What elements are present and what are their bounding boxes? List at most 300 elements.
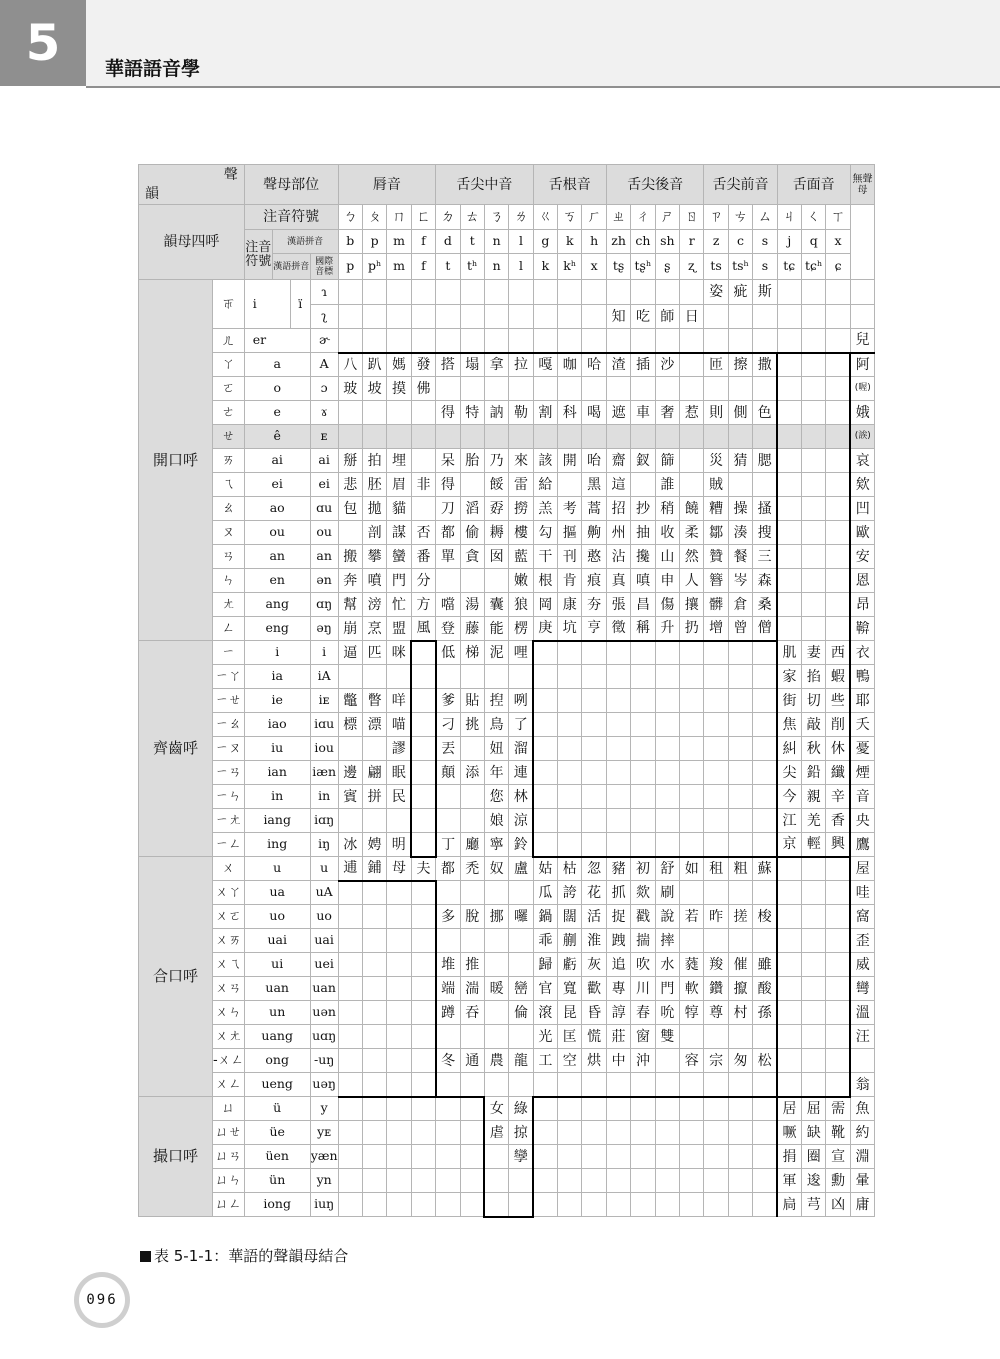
table-row bbox=[139, 1049, 875, 1073]
char-cell: 拿 bbox=[484, 353, 508, 377]
char-cell bbox=[777, 545, 801, 569]
final-zhuyin: ㄩ bbox=[213, 1097, 245, 1121]
char-cell: 匡 bbox=[558, 1025, 582, 1049]
char-cell: 低 bbox=[436, 641, 460, 665]
char-cell: 奔 bbox=[338, 569, 362, 593]
char-cell bbox=[631, 1121, 655, 1145]
char-cell: (喔) bbox=[850, 377, 874, 401]
char-cell: 搭 bbox=[436, 353, 460, 377]
final-zhuyin: ㄞ bbox=[213, 449, 245, 473]
char-cell: 缺 bbox=[802, 1121, 826, 1145]
char-cell: (誒) bbox=[850, 425, 874, 449]
char-cell: 刁 bbox=[436, 713, 460, 737]
char-cell: 來 bbox=[509, 449, 533, 473]
char-cell bbox=[704, 425, 728, 449]
char-cell: 糾 bbox=[777, 737, 801, 761]
char-cell: 添 bbox=[460, 761, 484, 785]
char-cell: 宗 bbox=[704, 1049, 728, 1073]
char-cell: 翩 bbox=[362, 761, 386, 785]
final-ipa: ai bbox=[310, 449, 338, 473]
char-cell: 撈 bbox=[509, 497, 533, 521]
char-cell: 松 bbox=[753, 1049, 777, 1073]
char-cell bbox=[460, 473, 484, 497]
char-cell: 喵 bbox=[387, 713, 411, 737]
char-cell: 租 bbox=[704, 857, 728, 881]
char-cell: 輕 bbox=[802, 833, 826, 857]
char-cell: 嫩 bbox=[509, 569, 533, 593]
char-cell: 爹 bbox=[436, 689, 460, 713]
final-pinyin: iong bbox=[244, 1193, 310, 1217]
char-cell bbox=[338, 1169, 362, 1193]
initial-zhuyin: ㄉ bbox=[436, 205, 460, 230]
char-cell: 威 bbox=[850, 953, 874, 977]
char-cell bbox=[460, 737, 484, 761]
char-cell: 悲 bbox=[338, 473, 362, 497]
char-cell bbox=[753, 425, 777, 449]
table-row bbox=[139, 809, 875, 833]
char-cell bbox=[509, 305, 533, 329]
char-cell bbox=[753, 833, 777, 857]
char-cell bbox=[411, 809, 435, 833]
char-cell: 然 bbox=[680, 545, 704, 569]
char-cell bbox=[509, 929, 533, 953]
char-cell bbox=[631, 1169, 655, 1193]
initial-ipa: f bbox=[411, 254, 435, 280]
char-cell bbox=[728, 713, 752, 737]
char-cell bbox=[753, 809, 777, 833]
char-cell: 擦 bbox=[728, 353, 752, 377]
final-zhuyin: ㄛ bbox=[213, 377, 245, 401]
char-cell: 倫 bbox=[509, 1001, 533, 1025]
caption-square-icon bbox=[140, 1251, 151, 1262]
char-cell: 跩 bbox=[606, 929, 630, 953]
char-cell: 僧 bbox=[753, 617, 777, 641]
char-cell bbox=[704, 1121, 728, 1145]
char-cell: 森 bbox=[753, 569, 777, 593]
char-cell: 釵 bbox=[631, 449, 655, 473]
char-cell bbox=[655, 689, 679, 713]
char-cell: 淵 bbox=[850, 1145, 874, 1169]
char-cell bbox=[460, 1169, 484, 1193]
char-cell: 捐 bbox=[777, 1145, 801, 1169]
final-pinyin: uai bbox=[244, 929, 310, 953]
section-label: 齊齒呼 bbox=[139, 641, 213, 857]
char-cell: 倉 bbox=[728, 593, 752, 617]
char-cell bbox=[533, 377, 557, 401]
char-cell: 斯 bbox=[753, 280, 777, 305]
final-pinyin: un bbox=[244, 1001, 310, 1025]
char-cell: 您 bbox=[484, 785, 508, 809]
char-cell: 廳 bbox=[460, 833, 484, 857]
char-cell bbox=[680, 1073, 704, 1097]
char-cell bbox=[655, 329, 679, 353]
final-ipa: -uŋ bbox=[310, 1049, 338, 1073]
char-cell: 歡 bbox=[582, 977, 606, 1001]
char-cell bbox=[582, 1145, 606, 1169]
group-header: 舌尖前音 bbox=[704, 165, 777, 205]
char-cell: 軟 bbox=[680, 977, 704, 1001]
char-cell: 搔 bbox=[753, 497, 777, 521]
char-cell bbox=[558, 713, 582, 737]
char-cell: 搜 bbox=[753, 521, 777, 545]
initial-ipa: ɕ bbox=[826, 254, 850, 280]
char-cell bbox=[802, 857, 826, 881]
char-cell bbox=[436, 425, 460, 449]
char-cell bbox=[338, 809, 362, 833]
char-cell bbox=[753, 1121, 777, 1145]
char-cell bbox=[680, 785, 704, 809]
char-cell: 這 bbox=[606, 473, 630, 497]
char-cell: 鍋 bbox=[533, 905, 557, 929]
char-cell bbox=[728, 833, 752, 857]
initial-zhuyin: ㄕ bbox=[655, 205, 679, 230]
final-zhuyin: ㄚ bbox=[213, 353, 245, 377]
char-cell bbox=[826, 305, 850, 329]
char-cell bbox=[655, 665, 679, 689]
char-cell: 噴 bbox=[362, 569, 386, 593]
char-cell: 酸 bbox=[753, 977, 777, 1001]
char-cell: 拼 bbox=[362, 785, 386, 809]
final-pinyin: iao bbox=[244, 713, 310, 737]
char-cell bbox=[704, 713, 728, 737]
final-pinyin: uan bbox=[244, 977, 310, 1001]
final-ipa: in bbox=[310, 785, 338, 809]
char-cell bbox=[802, 1025, 826, 1049]
final-pinyin: ueng bbox=[244, 1073, 310, 1097]
char-cell: 專 bbox=[606, 977, 630, 1001]
initial-zhuyin: ㄇ bbox=[387, 205, 411, 230]
char-cell bbox=[680, 881, 704, 905]
char-cell bbox=[436, 377, 460, 401]
char-cell bbox=[509, 881, 533, 905]
final-zhuyin: ㄧㄠ bbox=[213, 713, 245, 737]
char-cell: 疵 bbox=[728, 280, 752, 305]
char-cell bbox=[680, 689, 704, 713]
char-cell: 鞥 bbox=[850, 617, 874, 641]
char-cell bbox=[606, 1193, 630, 1217]
char-cell bbox=[704, 929, 728, 953]
char-cell: 連 bbox=[509, 761, 533, 785]
char-cell bbox=[606, 689, 630, 713]
final-zhuyin: ㄨㄢ bbox=[213, 977, 245, 1001]
char-cell bbox=[411, 449, 435, 473]
initial-zhuyin: ㄊ bbox=[460, 205, 484, 230]
char-cell: 趴 bbox=[362, 353, 386, 377]
char-cell bbox=[826, 593, 850, 617]
char-cell: 瞥 bbox=[362, 689, 386, 713]
zhuyin-label-short: 注音符號 bbox=[244, 230, 272, 280]
char-cell bbox=[338, 521, 362, 545]
char-cell bbox=[533, 425, 557, 449]
char-cell bbox=[606, 833, 630, 857]
char-cell bbox=[436, 1169, 460, 1193]
four-hu-header: 韻母四呼 bbox=[139, 205, 245, 280]
final-ipa: uan bbox=[310, 977, 338, 1001]
char-cell: 焦 bbox=[777, 713, 801, 737]
final-pinyin: üe bbox=[244, 1121, 310, 1145]
char-cell bbox=[826, 1073, 850, 1097]
char-cell: 沙 bbox=[655, 353, 679, 377]
char-cell bbox=[631, 689, 655, 713]
char-cell bbox=[753, 329, 777, 353]
table-row bbox=[139, 329, 875, 353]
char-cell bbox=[753, 1145, 777, 1169]
char-cell: 收 bbox=[655, 521, 679, 545]
final-pinyin: u bbox=[244, 857, 310, 881]
char-cell bbox=[680, 425, 704, 449]
char-cell: 魚 bbox=[850, 1097, 874, 1121]
char-cell: 娉 bbox=[362, 833, 386, 857]
char-cell bbox=[802, 905, 826, 929]
char-cell: 街 bbox=[777, 689, 801, 713]
char-cell: 湊 bbox=[728, 521, 752, 545]
final-pinyin: ong bbox=[244, 1049, 310, 1073]
initial-pinyin: s bbox=[753, 230, 777, 254]
char-cell: 否 bbox=[411, 521, 435, 545]
final-zhuyin: ㄧㄝ bbox=[213, 689, 245, 713]
group-header: 舌尖中音 bbox=[436, 165, 534, 205]
initial-pinyin: ch bbox=[631, 230, 655, 254]
char-cell: 盟 bbox=[387, 617, 411, 641]
char-cell: 闊 bbox=[558, 905, 582, 929]
char-cell bbox=[655, 1097, 679, 1121]
char-cell: 凹 bbox=[850, 497, 874, 521]
char-cell: 勒 bbox=[509, 401, 533, 425]
char-cell bbox=[753, 1193, 777, 1217]
char-cell: 姑 bbox=[533, 857, 557, 881]
final-ipa: iɑŋ bbox=[310, 809, 338, 833]
char-cell: 江 bbox=[777, 809, 801, 833]
char-cell: 諄 bbox=[606, 1001, 630, 1025]
char-cell bbox=[582, 329, 606, 353]
char-cell: 憨 bbox=[582, 545, 606, 569]
char-cell: 猜 bbox=[728, 449, 752, 473]
char-cell bbox=[704, 785, 728, 809]
char-cell bbox=[533, 833, 557, 857]
char-cell bbox=[680, 329, 704, 353]
char-cell bbox=[533, 1193, 557, 1217]
char-cell bbox=[460, 929, 484, 953]
char-cell: 虧 bbox=[558, 953, 582, 977]
char-cell: 興 bbox=[826, 833, 850, 857]
char-cell bbox=[704, 377, 728, 401]
initial-pinyin: sh bbox=[655, 230, 679, 254]
char-cell bbox=[753, 377, 777, 401]
final-zhuyin: ㄜ bbox=[213, 401, 245, 425]
char-cell: 煙 bbox=[850, 761, 874, 785]
initial-ipa: tʂʰ bbox=[631, 254, 655, 280]
final-zhuyin: -ㄨㄥ bbox=[213, 1049, 245, 1073]
char-cell bbox=[777, 497, 801, 521]
char-cell: 歪 bbox=[850, 929, 874, 953]
char-cell bbox=[460, 1121, 484, 1145]
char-cell bbox=[387, 329, 411, 353]
char-cell bbox=[387, 401, 411, 425]
char-cell bbox=[338, 905, 362, 929]
final-zhuyin: ㄨㄣ bbox=[213, 1001, 245, 1025]
char-cell: 車 bbox=[631, 401, 655, 425]
char-cell bbox=[777, 1049, 801, 1073]
char-cell bbox=[411, 881, 435, 905]
char-cell bbox=[362, 881, 386, 905]
char-cell: 庚 bbox=[533, 617, 557, 641]
pinyin-label-short: 漢語拼音 bbox=[272, 254, 310, 280]
char-cell: 胎 bbox=[460, 449, 484, 473]
char-cell: 吃 bbox=[631, 305, 655, 329]
char-cell bbox=[802, 881, 826, 905]
char-cell bbox=[411, 329, 435, 353]
char-cell bbox=[850, 305, 874, 329]
char-cell bbox=[460, 1073, 484, 1097]
char-cell: 藤 bbox=[460, 617, 484, 641]
char-cell: 恩 bbox=[850, 569, 874, 593]
char-cell bbox=[631, 329, 655, 353]
zhuyin-label: 注音符號 bbox=[244, 205, 338, 230]
char-cell: 咖 bbox=[558, 353, 582, 377]
char-cell bbox=[362, 929, 386, 953]
char-cell bbox=[411, 665, 435, 689]
char-cell: 師 bbox=[655, 305, 679, 329]
char-cell: 尊 bbox=[704, 1001, 728, 1025]
char-cell: 哈 bbox=[582, 353, 606, 377]
char-cell bbox=[460, 377, 484, 401]
char-cell bbox=[680, 1145, 704, 1169]
char-cell: 鈴 bbox=[509, 833, 533, 857]
section-label: 合口呼 bbox=[139, 857, 213, 1097]
char-cell: 丟 bbox=[436, 737, 460, 761]
char-cell bbox=[655, 280, 679, 305]
char-cell: 妞 bbox=[484, 737, 508, 761]
char-cell bbox=[387, 1121, 411, 1145]
char-cell bbox=[558, 833, 582, 857]
char-cell: 堆 bbox=[436, 953, 460, 977]
char-cell bbox=[533, 785, 557, 809]
char-cell: 欻 bbox=[631, 881, 655, 905]
char-cell bbox=[728, 737, 752, 761]
char-cell bbox=[558, 1169, 582, 1193]
blank-cell bbox=[850, 205, 874, 280]
final-ipa: ɔ bbox=[310, 377, 338, 401]
char-cell bbox=[606, 425, 630, 449]
char-cell: 欸 bbox=[850, 473, 874, 497]
char-cell bbox=[777, 593, 801, 617]
char-cell bbox=[655, 1145, 679, 1169]
char-cell: 靴 bbox=[826, 1121, 850, 1145]
char-cell bbox=[631, 425, 655, 449]
char-cell bbox=[558, 665, 582, 689]
char-cell: 沖 bbox=[631, 1049, 655, 1073]
char-cell: 歸 bbox=[533, 953, 557, 977]
char-cell: 抄 bbox=[631, 497, 655, 521]
char-cell bbox=[338, 1025, 362, 1049]
table-row bbox=[139, 401, 875, 425]
final-ipa: ɤ bbox=[310, 401, 338, 425]
table-row bbox=[139, 833, 875, 857]
initial-pinyin: j bbox=[777, 230, 801, 254]
char-cell: 給 bbox=[533, 473, 557, 497]
char-cell bbox=[558, 473, 582, 497]
char-cell bbox=[728, 377, 752, 401]
table-row bbox=[139, 353, 875, 377]
char-cell: 京 bbox=[777, 833, 801, 857]
table-row bbox=[139, 569, 875, 593]
char-cell bbox=[680, 833, 704, 857]
final-ipa: ou bbox=[310, 521, 338, 545]
final-ipa: ən bbox=[310, 569, 338, 593]
char-cell bbox=[411, 785, 435, 809]
char-cell bbox=[680, 1025, 704, 1049]
final-zhuyin: ㄨㄛ bbox=[213, 905, 245, 929]
char-cell: 三 bbox=[753, 545, 777, 569]
char-cell bbox=[460, 569, 484, 593]
char-cell bbox=[338, 977, 362, 1001]
char-cell bbox=[777, 473, 801, 497]
char-cell: 痕 bbox=[582, 569, 606, 593]
char-cell bbox=[606, 665, 630, 689]
char-cell: 攘 bbox=[680, 593, 704, 617]
final-zhuyin: ㄝ bbox=[213, 425, 245, 449]
char-cell: 涼 bbox=[509, 809, 533, 833]
initial-ipa: s bbox=[753, 254, 777, 280]
char-cell bbox=[460, 425, 484, 449]
char-cell: 蕤 bbox=[680, 953, 704, 977]
char-cell bbox=[533, 1169, 557, 1193]
final-pinyin: ei bbox=[244, 473, 310, 497]
char-cell bbox=[753, 665, 777, 689]
char-cell: 水 bbox=[655, 953, 679, 977]
char-cell bbox=[704, 329, 728, 353]
char-cell: 灰 bbox=[582, 953, 606, 977]
char-cell: 冬 bbox=[436, 1049, 460, 1073]
final-ipa: iou bbox=[310, 737, 338, 761]
char-cell bbox=[558, 280, 582, 305]
char-cell: 升 bbox=[655, 617, 679, 641]
char-cell bbox=[558, 761, 582, 785]
char-cell: 災 bbox=[704, 449, 728, 473]
char-cell bbox=[777, 329, 801, 353]
char-cell bbox=[777, 977, 801, 1001]
char-cell bbox=[484, 929, 508, 953]
char-cell bbox=[802, 593, 826, 617]
char-cell bbox=[387, 1169, 411, 1193]
char-cell: 妻 bbox=[802, 641, 826, 665]
char-cell: 亨 bbox=[582, 617, 606, 641]
char-cell: 色 bbox=[753, 401, 777, 425]
char-cell: 溜 bbox=[509, 737, 533, 761]
final-ipa-label: ï bbox=[290, 280, 310, 329]
char-cell: 舒 bbox=[655, 857, 679, 881]
char-cell bbox=[436, 929, 460, 953]
char-cell: 烘 bbox=[582, 1049, 606, 1073]
initial-pinyin: p bbox=[362, 230, 386, 254]
char-cell bbox=[533, 665, 557, 689]
char-cell: 拋 bbox=[362, 497, 386, 521]
final-zhuyin: ㄧㄥ bbox=[213, 833, 245, 857]
char-cell bbox=[387, 425, 411, 449]
char-cell bbox=[558, 1097, 582, 1121]
table-row bbox=[139, 641, 875, 665]
char-cell bbox=[387, 280, 411, 305]
char-cell bbox=[850, 1049, 874, 1073]
char-cell bbox=[436, 1121, 460, 1145]
char-cell bbox=[704, 1145, 728, 1169]
char-cell bbox=[753, 881, 777, 905]
final-ipa: iA bbox=[310, 665, 338, 689]
char-cell bbox=[826, 425, 850, 449]
char-cell: 凶 bbox=[826, 1193, 850, 1217]
char-cell: 追 bbox=[606, 953, 630, 977]
char-cell bbox=[509, 953, 533, 977]
